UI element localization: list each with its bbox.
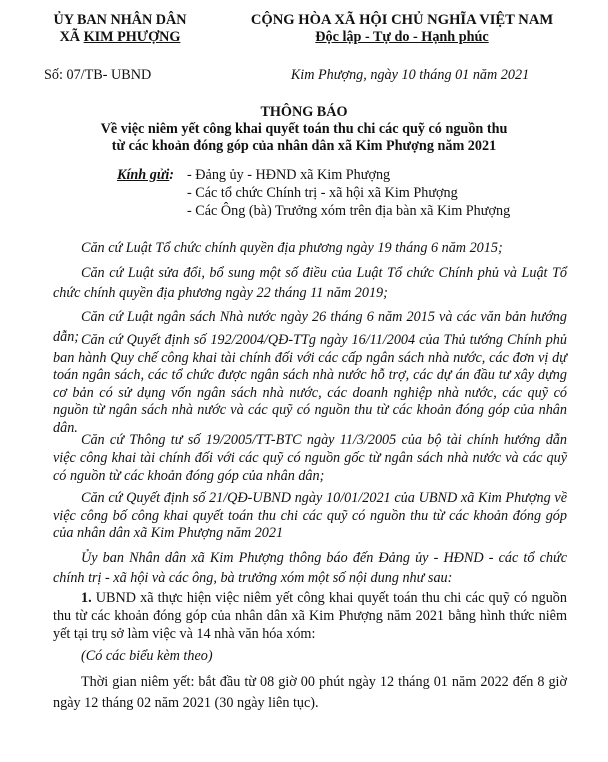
legal-ground: Căn cứ Quyết định số 21/QĐ-UBND ngày 10/01/2021 của UBND xã Kim Phượng về việc công bố công khai quyết toán thu chi các quỹ có nguồn thu từ các khoản đóng góp của nhân dân xã Kim Phượng năm 2021 (53, 490, 567, 541)
recipients-label-text: Kính gửi (117, 167, 170, 183)
item-1-text: UBND xã thực hiện việc niêm yết công khai quyết toán thu chi các quỹ có nguồn thu từ các khoản đóng góp của nhân dân xã Kim Phượng năm 2021 bằng hình thức niêm yết tại trụ sở làm việc và 14 nhà văn hóa xóm: (53, 590, 567, 642)
legal-ground: Căn cứ Luật ngân sách Nhà nước ngày 26 tháng 6 năm 2015 và các văn bản hướng dẫn; (53, 309, 567, 345)
notice-title: THÔNG BÁO (260, 104, 348, 120)
posting-time: Thời gian niêm yết: bắt đầu từ 08 giờ 00 phút ngày 12 tháng 01 năm 2022 đến 8 giờ ngày 12 tháng 02 năm 2021 (30 ngày liên tục). (53, 674, 567, 711)
legal-ground: Căn cứ Luật sửa đổi, bổ sung một số điều của Luật Tổ chức Chính phủ và Luật Tổ chức chính quyền địa phương ngày 22 tháng 11 năm 2019; (53, 265, 567, 301)
legal-ground: Căn cứ Thông tư số 19/2005/TT-BTC ngày 11/3/2005 của bộ tài chính hướng dẫn việc công khai tài chính đối với các quỹ có nguồn gốc từ ngân sách nhà nước và các quỹ có nguồn từ các khoản đóng góp của nhân dân; (53, 432, 567, 484)
attachment-note: (Có các biểu kèm theo) (81, 648, 213, 664)
legal-ground: Căn cứ Quyết định số 192/2004/QĐ-TTg ngày 16/11/2004 của Thủ tướng Chính phủ ban hành Quy chế công khai tài chính đối với các cấp ngân sách nhà nước, các đơn vị dự toán ngân sách, các tổ chức được ngân sách nhà nước hỗ trợ, các dự án đầu tư xây dựng cơ bản có sử dụng vốn ngân sách nhà nước, các doanh nghiệp nhà nước, các quỹ có nguồn từ ngân sách nhà nước và các quỹ có nguồn thu từ các khoản đóng góp của nhân dân. (53, 332, 567, 436)
motto: Độc lập - Tự do - Hạnh phúc (315, 29, 489, 45)
republic-title: CỘNG HÒA XÃ HỘI CHỦ NGHĨA VIỆT NAM (250, 12, 554, 28)
item-1 (53, 589, 567, 643)
recipients-label (117, 167, 174, 184)
agency-name: KIM PHƯỢNG (83, 29, 181, 45)
recipients-colon: : (169, 167, 175, 183)
recipient-item: - Đảng ủy - HĐND xã Kim Phượng (187, 167, 391, 183)
notice-subject-line2: từ các khoản đóng góp của nhân dân xã Kim Phượng năm 2021 (111, 138, 497, 154)
recipient-item: - Các tổ chức Chính trị - xã hội xã Kim Phượng (187, 185, 458, 201)
recipient-item: - Các Ông (bà) Trưởng xóm trên địa bàn xã Kim Phượng (187, 203, 511, 219)
legal-ground: Căn cứ Luật Tổ chức chính quyền địa phương ngày 19 tháng 6 năm 2015; (81, 240, 503, 256)
document-number: Số: 07/TB- UBND (44, 67, 152, 83)
agency-prefix: XÃ (59, 29, 84, 45)
place-date: Kim Phượng, ngày 10 tháng 01 năm 2021 (290, 67, 530, 83)
agency-line2 (44, 29, 196, 46)
agency-line1: ỦY BAN NHÂN DÂN (53, 12, 187, 28)
notice-subject-line1: Về việc niêm yết công khai quyết toán thu chi các quỹ có nguồn thu (100, 121, 508, 137)
intro-paragraph: Ủy ban Nhân dân xã Kim Phượng thông báo đến Đảng ủy - HĐND - các tổ chức chính trị - xã hội và các ông, bà trưởng xóm một số nội dung như sau: (53, 550, 567, 586)
item-1-number: 1. (81, 590, 92, 606)
